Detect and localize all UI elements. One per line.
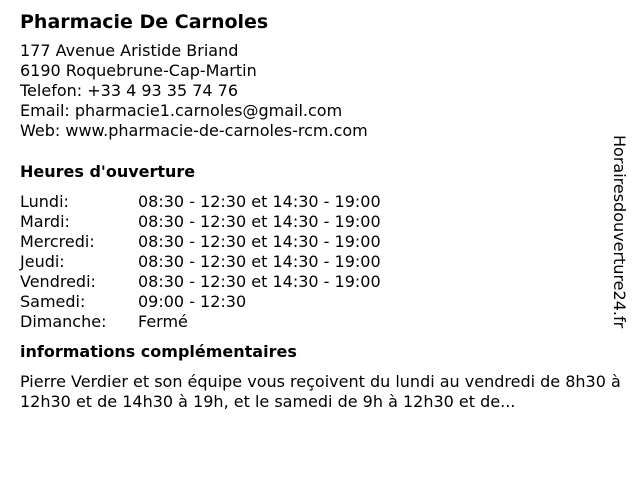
web-line: Web: www.pharmacie-de-carnoles-rcm.com [20,121,368,140]
hours-row-mercredi [20,232,620,252]
opening-hours-table [20,192,620,332]
day-label: Mercredi: [20,232,95,251]
day-label: Lundi: [20,192,69,211]
day-times: 08:30 - 12:30 et 14:30 - 19:00 [138,232,381,251]
day-label: Jeudi: [20,252,65,271]
email-line: Email: pharmacie1.carnoles@gmail.com [20,101,343,120]
day-times: 09:00 - 12:30 [138,292,247,311]
pharmacy-name: Pharmacie De Carnoles [20,11,269,33]
hours-row-dimanche [20,312,620,332]
address-line-2: 6190 Roquebrune-Cap-Martin [20,61,257,80]
day-times: 08:30 - 12:30 et 14:30 - 19:00 [138,252,381,271]
day-label: Samedi: [20,292,86,311]
pharmacy-card [20,10,620,412]
day-times: 08:30 - 12:30 et 14:30 - 19:00 [138,212,381,231]
address-line-1: 177 Avenue Aristide Briand [20,41,239,60]
hours-row-samedi [20,292,620,312]
hours-row-jeudi [20,252,620,272]
hours-row-mardi [20,212,620,232]
side-brand-watermark: Horairesdouverture24.fr [610,135,629,329]
hours-heading: Heures d'ouverture [20,162,196,181]
day-label: Vendredi: [20,272,96,291]
day-label: Dimanche: [20,312,107,331]
hours-row-vendredi [20,272,620,292]
info-heading: informations complémentaires [20,342,297,361]
day-times: 08:30 - 12:30 et 14:30 - 19:00 [138,192,381,211]
info-description: Pierre Verdier et son équipe vous reçoivent du lundi au vendredi de 8h30 à 12h30 et de 14h30 à 19h, et le samedi de 9h à 12h30 et de... [20,372,621,411]
day-times: Fermé [138,312,188,331]
day-label: Mardi: [20,212,70,231]
contact-block [20,41,620,141]
hours-row-lundi [20,192,620,212]
phone-line: Telefon: +33 4 93 35 74 76 [20,81,239,100]
day-times: 08:30 - 12:30 et 14:30 - 19:00 [138,272,381,291]
